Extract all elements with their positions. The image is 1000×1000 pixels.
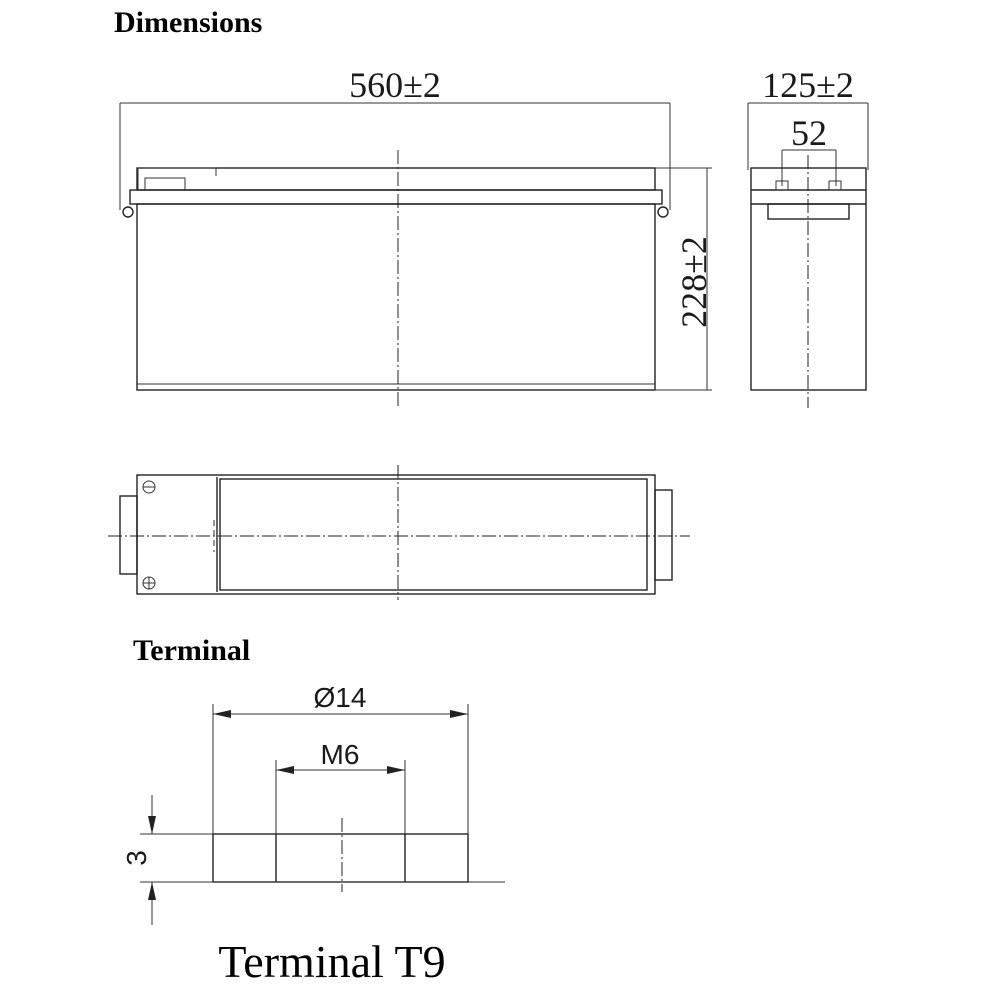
right-handle-icon (658, 207, 668, 217)
front-view (120, 65, 714, 408)
dimensions-heading: Dimensions (114, 6, 263, 39)
side-view (748, 65, 868, 408)
height-dimension-label: 228±2 (674, 236, 714, 328)
terminal-caption: Terminal T9 (218, 936, 446, 987)
positive-terminal-icon (829, 181, 841, 190)
terminal-spacing-label: 52 (791, 113, 827, 153)
width-dimension-label: 125±2 (762, 65, 854, 105)
terminal-heading: Terminal (133, 634, 251, 667)
left-handle-icon (123, 207, 133, 217)
terminal-detail (121, 682, 505, 987)
top-view (108, 465, 690, 600)
thread-size-label: M6 (320, 739, 360, 770)
positive-terminal-marker-icon (143, 577, 155, 589)
outer-diameter-label: Ø14 (313, 682, 367, 713)
terminal-height-label: 3 (121, 850, 152, 866)
length-dimension-label: 560±2 (349, 65, 441, 105)
negative-terminal-marker-icon (143, 481, 155, 493)
